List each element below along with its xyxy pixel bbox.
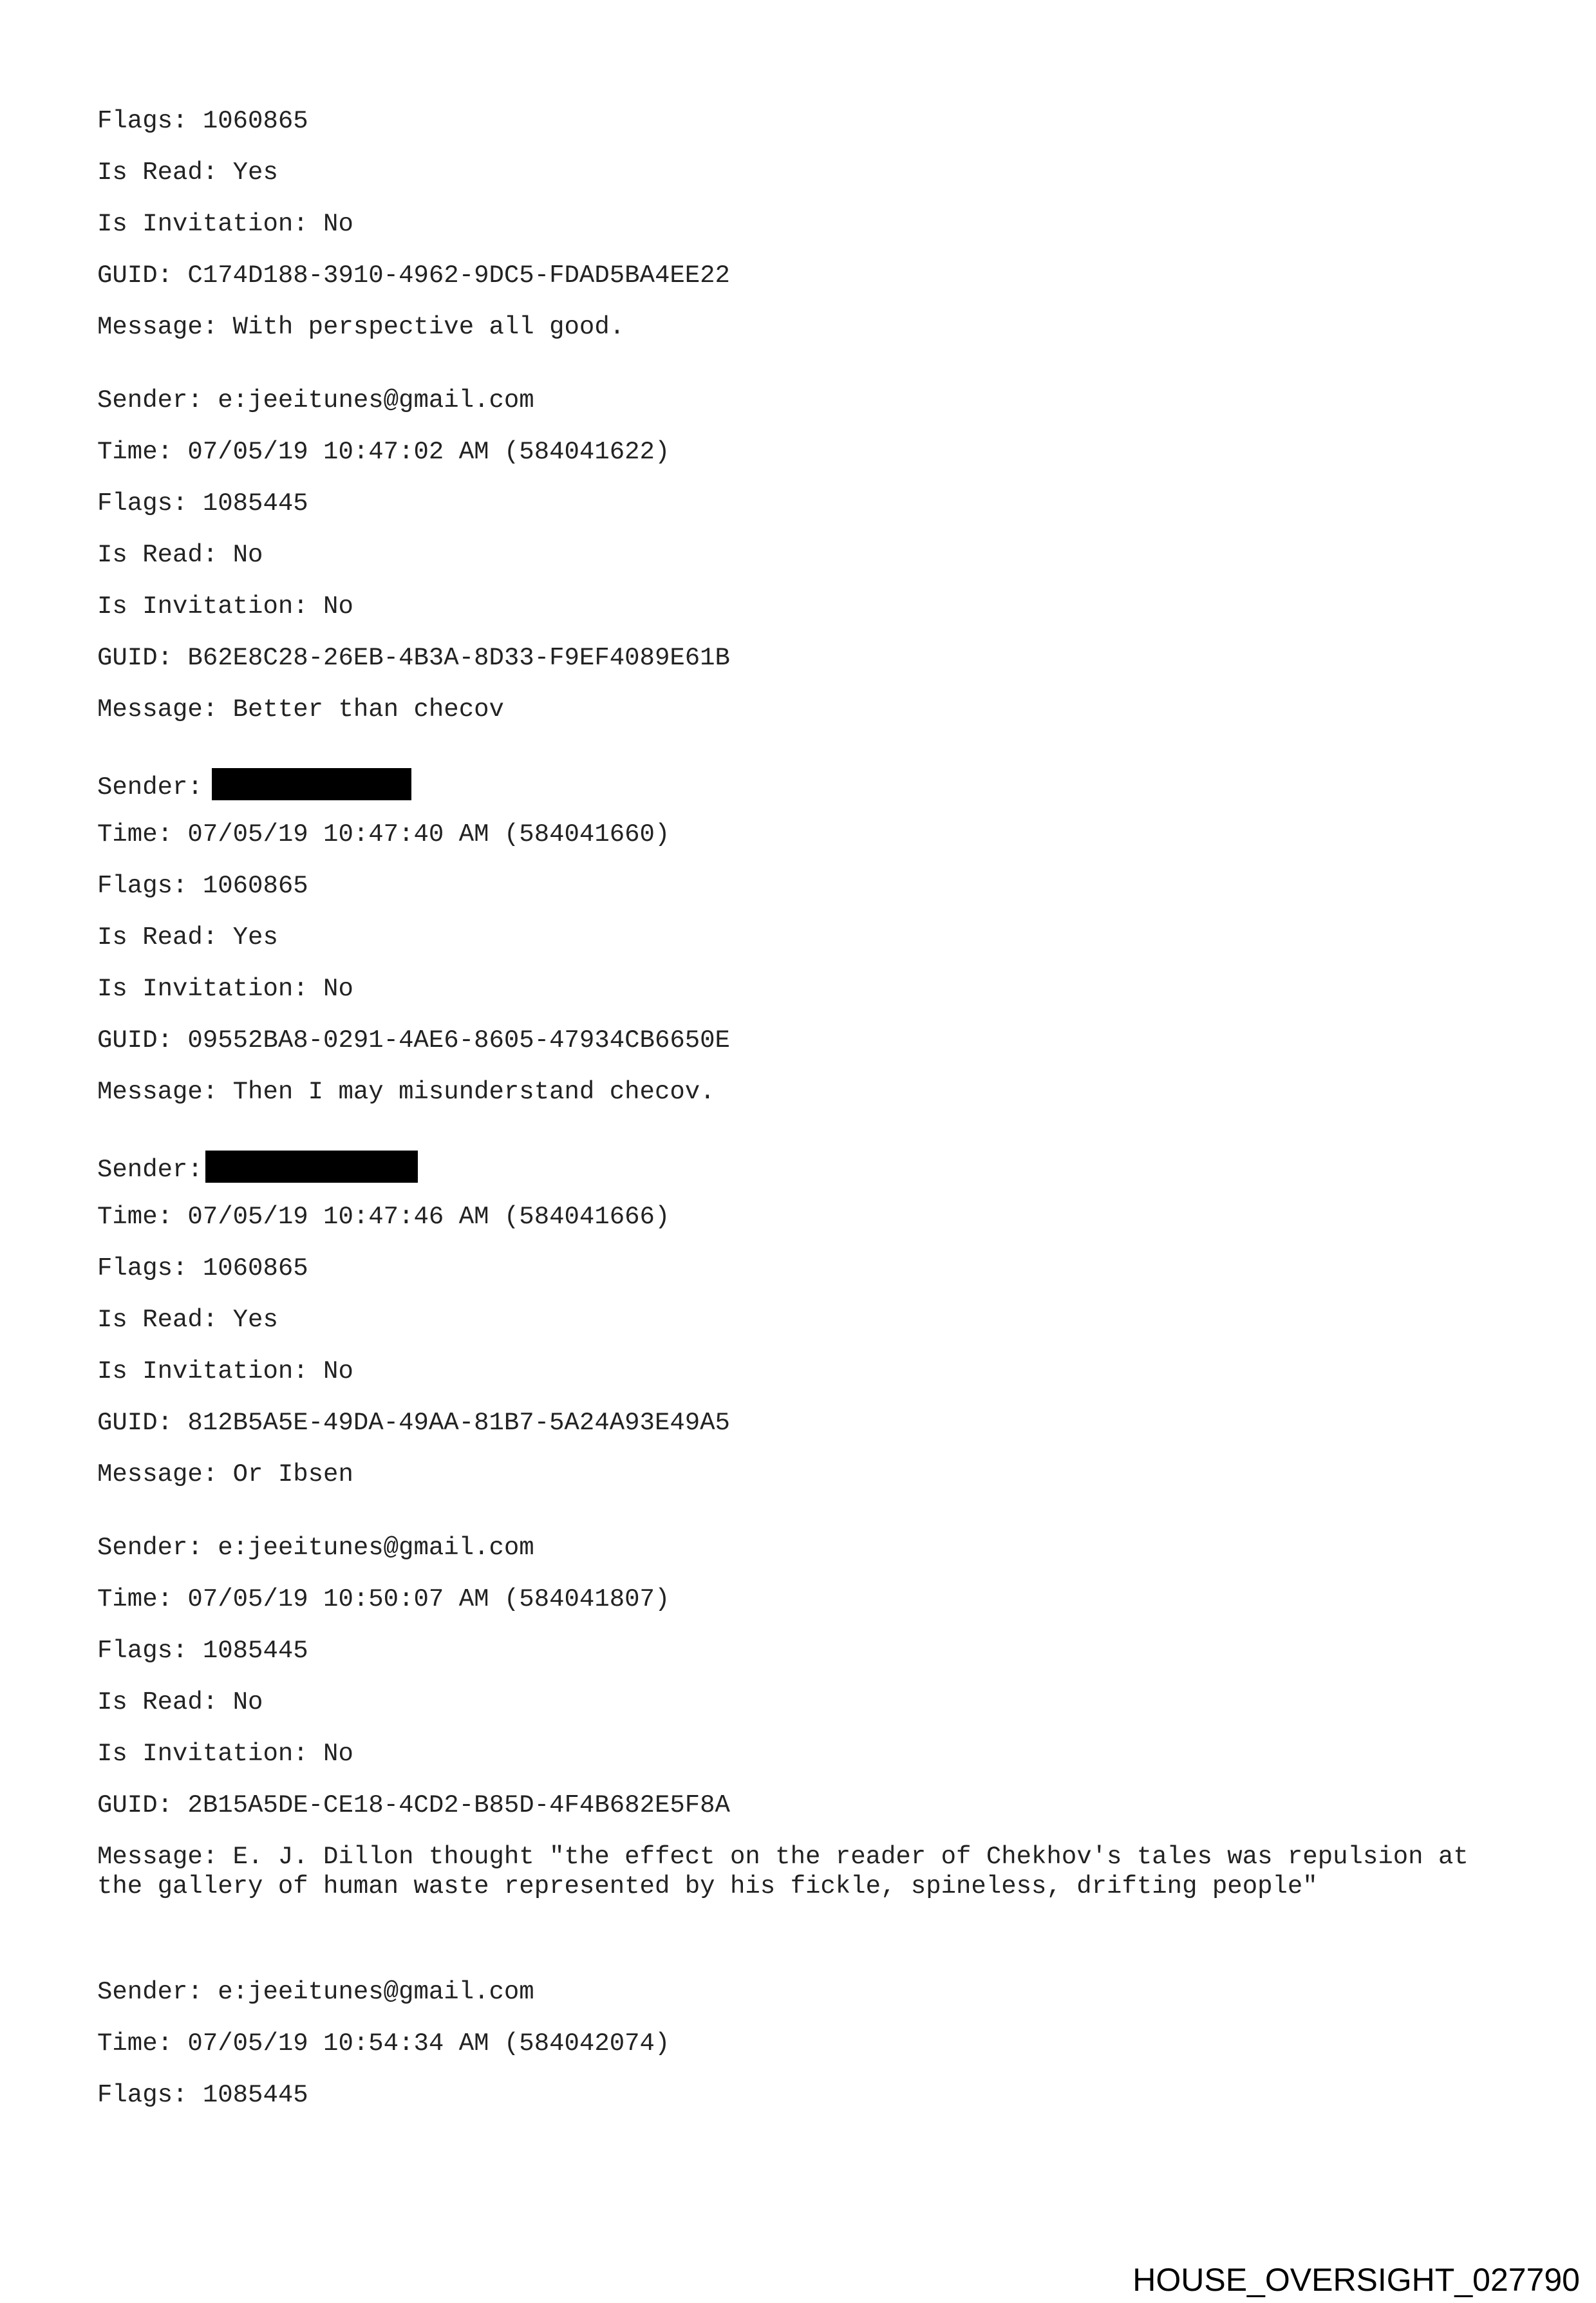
is-read-line: Is Read: No (97, 1688, 263, 1716)
is-read-line: Is Read: Yes (97, 1306, 278, 1334)
guid-line: GUID: B62E8C28-26EB-4B3A-8D33-F9EF4089E61B (97, 644, 730, 672)
guid-line: GUID: C174D188-3910-4962-9DC5-FDAD5BA4EE22 (97, 261, 730, 290)
flags-line: Flags: 1060865 (97, 1254, 308, 1283)
is-read-line: Is Read: Yes (97, 158, 278, 187)
time-line: Time: 07/05/19 10:47:02 AM (584041622) (97, 438, 670, 466)
time-line: Time: 07/05/19 10:50:07 AM (584041807) (97, 1585, 670, 1613)
sender-line-redacted (97, 1151, 418, 1185)
redaction-box (205, 1151, 418, 1183)
is-read-line: Is Read: No (97, 541, 263, 569)
sender-line: Sender: e:jeeitunes@gmail.com (97, 1978, 534, 2006)
message-line: Message: With perspective all good. (97, 313, 625, 341)
sender-label: Sender: (97, 773, 203, 802)
is-read-line: Is Read: Yes (97, 923, 278, 952)
is-invitation-line: Is Invitation: No (97, 1740, 353, 1768)
message-line: Message: Better than checov (97, 695, 504, 724)
flags-line: Flags: 1060865 (97, 107, 308, 135)
redaction-box (212, 768, 411, 800)
sender-label: Sender: (97, 1156, 203, 1184)
guid-line: GUID: 2B15A5DE-CE18-4CD2-B85D-4F4B682E5F8A (97, 1791, 730, 1819)
is-invitation-line: Is Invitation: No (97, 975, 353, 1003)
flags-line: Flags: 1085445 (97, 489, 308, 518)
sender-line: Sender: e:jeeitunes@gmail.com (97, 1534, 534, 1562)
flags-line: Flags: 1085445 (97, 1637, 308, 1665)
message-line: Message: Or Ibsen (97, 1460, 353, 1489)
guid-line: GUID: 09552BA8-0291-4AE6-8605-47934CB6650E (97, 1026, 730, 1055)
flags-line: Flags: 1085445 (97, 2081, 308, 2109)
message-line: Message: E. J. Dillon thought "the effect on the reader of Chekhov's tales was repulsion at the gallery of human waste represented by his fickle, spineless, drifting people" (97, 1843, 1484, 1901)
time-line: Time: 07/05/19 10:54:34 AM (584042074) (97, 2029, 670, 2058)
sender-line-redacted (97, 768, 411, 802)
flags-line: Flags: 1060865 (97, 872, 308, 900)
time-line: Time: 07/05/19 10:47:40 AM (584041660) (97, 820, 670, 849)
sender-line: Sender: e:jeeitunes@gmail.com (97, 386, 534, 415)
guid-line: GUID: 812B5A5E-49DA-49AA-81B7-5A24A93E49A5 (97, 1409, 730, 1437)
time-line: Time: 07/05/19 10:47:46 AM (584041666) (97, 1203, 670, 1231)
bates-number: HOUSE_OVERSIGHT_027790 (1132, 2262, 1580, 2298)
is-invitation-line: Is Invitation: No (97, 592, 353, 621)
is-invitation-line: Is Invitation: No (97, 1357, 353, 1386)
is-invitation-line: Is Invitation: No (97, 210, 353, 238)
message-line: Message: Then I may misunderstand checov. (97, 1078, 715, 1106)
